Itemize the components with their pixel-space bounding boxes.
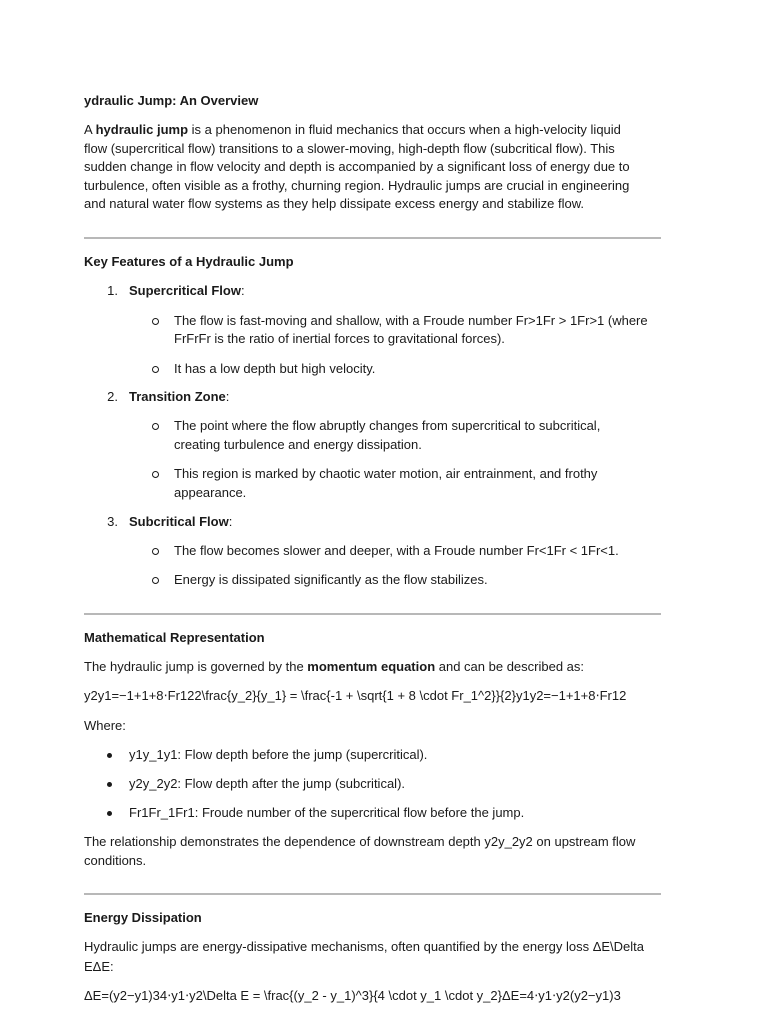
bullet-circle-icon [152,471,159,478]
equation-text: ΔE=(y2−y1)34⋅y1⋅y2\Delta E = \frac{(y_2 - y_1)^3}{4 \cdot y_1 \cdot y_2}ΔE=4⋅y1⋅y2(y2−y1)3 [84,988,621,1003]
intro-paragraph-line: flow (supercritical flow) transitions to a slower-moving, high-depth flow (subcritical flow). This [84,141,615,156]
sub-bullet-text: creating turbulence and energy dissipation. [174,437,422,452]
intro-paragraph-line: turbulence, often visible as a frothy, churning region. Hydraulic jumps are crucial in engineering [84,178,630,193]
bullet-text: y2y_2y2: Flow depth after the jump (subcritical). [129,776,406,791]
bold-term: hydraulic jump [95,122,189,137]
list-number: 3. [107,514,118,529]
intro-paragraph-line: sudden change in flow velocity and depth is accompanied by a significant loss of energy due to [84,159,630,174]
sub-bullet-text: Energy is dissipated significantly as the flow stabilizes. [174,572,488,587]
paragraph-line: Where: [84,718,126,733]
intro-paragraph-line: A hydraulic jump is a phenomenon in fluid mechanics that occurs when a high-velocity liquid [84,122,621,137]
section-heading: Energy Dissipation [84,910,202,925]
document-page [84,0,661,1024]
sub-bullet-text: FrFrFr is the ratio of inertial forces to gravitational forces). [174,331,505,346]
list-number: 1. [107,283,118,298]
list-number: 2. [107,389,118,404]
bullet-dot-icon [107,753,112,758]
equation-text: y2y1=−1+1+8⋅Fr122\frac{y_2}{y_1} = \frac{-1 + \sqrt{1 + 8 \cdot Fr_1^2}}{2}y1y2=−1+1+8⋅Fr12 [84,688,627,703]
page-title: ydraulic Jump: An Overview [84,93,259,108]
bullet-circle-icon [152,548,159,555]
bullet-circle-icon [152,366,159,373]
paragraph-line: The hydraulic jump is governed by the momentum equation and can be described as: [84,659,585,674]
paragraph-line: EΔE: [84,959,114,974]
bullet-circle-icon [152,423,159,430]
section-divider [84,237,661,239]
section-heading: Mathematical Representation [84,630,265,645]
section-divider [84,893,661,895]
paragraph-line: The relationship demonstrates the dependence of downstream depth y2y_2y2 on upstream flow [84,834,636,849]
bullet-circle-icon [152,318,159,325]
bullet-text: Fr1Fr_1Fr1: Froude number of the supercritical flow before the jump. [129,805,525,820]
sub-bullet-text: The point where the flow abruptly changes from supercritical to subcritical, [174,418,601,433]
list-item-title: Supercritical Flow: [129,283,245,298]
list-item-title: Transition Zone: [129,389,230,404]
sub-bullet-text: This region is marked by chaotic water motion, air entrainment, and frothy [174,466,598,481]
bullet-dot-icon [107,811,112,816]
section-divider [84,613,661,615]
sub-bullet-text: The flow is fast-moving and shallow, with a Froude number Fr>1Fr > 1Fr>1 (where [174,313,648,328]
list-item-title: Subcritical Flow: [129,514,233,529]
bullet-circle-icon [152,577,159,584]
intro-paragraph-line: and natural water flow systems as they help dissipate excess energy and stabilize flow. [84,196,585,211]
sub-bullet-text: appearance. [174,485,247,500]
sub-bullet-text: It has a low depth but high velocity. [174,361,376,376]
bullet-text: y1y_1y1: Flow depth before the jump (supercritical). [129,747,428,762]
bullet-dot-icon [107,782,112,787]
paragraph-line: Hydraulic jumps are energy-dissipative mechanisms, often quantified by the energy loss ΔE\Delta [84,939,645,954]
section-heading: Key Features of a Hydraulic Jump [84,254,294,269]
sub-bullet-text: The flow becomes slower and deeper, with a Froude number Fr<1Fr < 1Fr<1. [174,543,619,558]
paragraph-line: conditions. [84,853,147,868]
bold-term: momentum equation [307,659,436,674]
